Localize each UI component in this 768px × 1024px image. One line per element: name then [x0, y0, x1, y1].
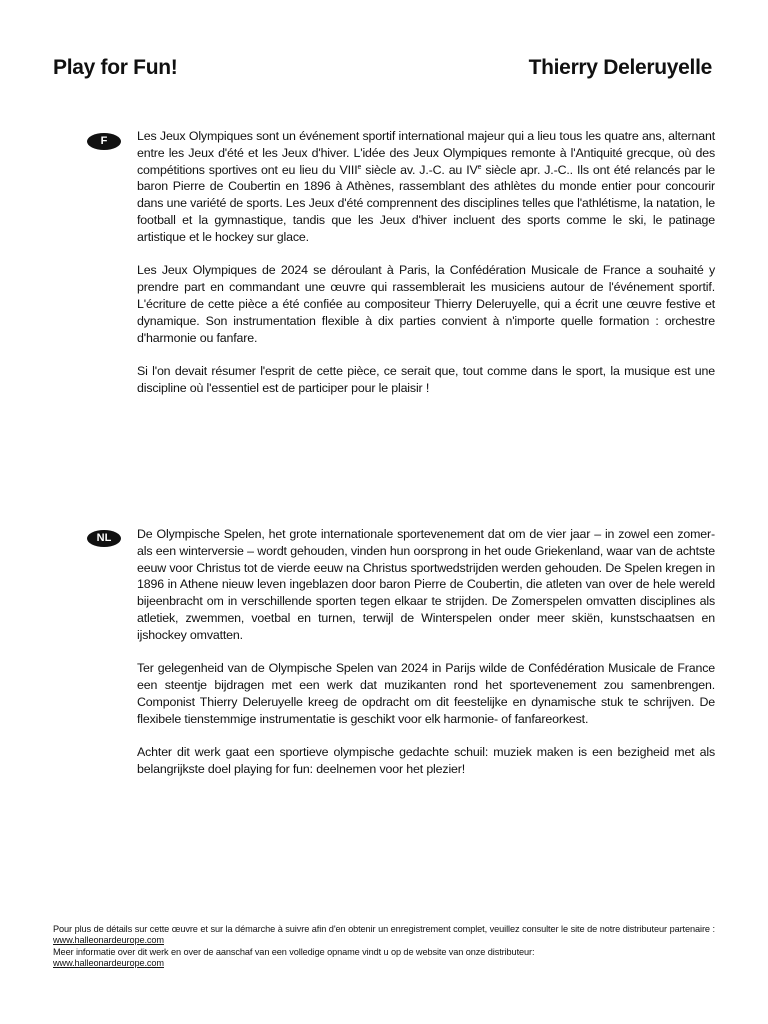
- footer-french-line: Pour plus de détails sur cette œuvre et sur la démarche à suivre afin d'en obtenir un enregistrement complet, veuillez consulter le site de notre distributeur partenaire : www.halleonardeurope.com: [53, 924, 715, 946]
- dutch-paragraph-1: De Olympische Spelen, het grote internationale sportevenement dat om de vier jaar – in zowel een zomer- als een winterversie – wordt gehouden, vinden hun oorsprong in het oude Griekenland, waar van de achtste eeuw voor Christus tot de vierde eeuw na Christus sportwedstrijden werden gehouden. De Spelen kregen in 1896 in Athene nieuw leven ingeblazen door baron Pierre de Coubertin, die atleten van over de hele wereld bijeenbracht om in verschillende sporten tegen elkaar te strijden. De Zomerspelen omvatten disciplines als atletiek, zwemmen, voetbal en turnen, terwijl de Winterspelen onder meer skiën, kunstschaatsen en ijshockey omvatten.: [137, 527, 715, 642]
- dutch-paragraph-2: Ter gelegenheid van de Olympische Spelen van 2024 in Parijs wilde de Confédération Musicale de France een steentje bijdragen met een werk dat muzikanten rond het sportevenement zou samenbrengen. Componist Thierry Deleruyelle kreeg de opdracht om dit feestelijke en dynamische stuk te schrijven. De flexibele tienstemmige instrumentatie is geschikt voor elk harmonie- of fanfareorkest.: [137, 661, 715, 726]
- french-paragraph-1: Les Jeux Olympiques sont un événement sportif international majeur qui a lieu tous les quatre ans, alternant entre les Jeux d'été et les Jeux d'hiver. L'idée des Jeux Olympiques remonte à l'Antiquité grecque, où des compétitions sportives ont eu lieu du VIIIe siècle av. J.-C. au IVe siècle apr. J.-C.. Ils ont été relancés par le baron Pierre de Coubertin en 1896 à Athènes, rassemblant des athlètes du monde entier pour concourir dans une variété de sports. Les Jeux d'été comprennent des disciplines telles que l'athlétisme, la natation, le football et la gymnastique, tandis que les Jeux d'hiver incluent des sports comme le ski, le patinage artistique et le hockey sur glace.: [137, 129, 715, 244]
- dutch-description: [137, 526, 715, 795]
- composer-name: Thierry Deleruyelle: [528, 56, 712, 79]
- language-badge-french: F: [87, 133, 121, 150]
- dutch-paragraph-3: Achter dit werk gaat een sportieve olympische gedachte schuil: muziek maken is een bezigheid met als belangrijkste doel playing for fun: deelnemen voor het plezier!: [137, 745, 715, 777]
- language-badge-dutch: NL: [87, 530, 121, 547]
- piece-title: Play for Fun!: [53, 56, 178, 79]
- french-description: [137, 128, 715, 414]
- distributor-link-french[interactable]: www.halleonardeurope.com: [53, 935, 164, 946]
- french-paragraph-2: Les Jeux Olympiques de 2024 se déroulant à Paris, la Confédération Musicale de France a souhaité y prendre part en commandant une œuvre qui rassemblerait les musiciens autour de l'événement sportif. L'écriture de cette pièce a été confiée au compositeur Thierry Deleruyelle, qui a écrit une œuvre festive et dynamique. Son instrumentation flexible à dix parties convient à n'importe quelle formation : orchestre d'harmonie ou fanfare.: [137, 263, 715, 345]
- footer-note: [53, 924, 715, 970]
- french-paragraph-3: Si l'on devait résumer l'esprit de cette pièce, ce serait que, tout comme dans le sport, la musique est une discipline où l'essentiel est de participer pour le plaisir !: [137, 364, 715, 395]
- distributor-link-dutch[interactable]: www.halleonardeurope.com: [53, 958, 164, 969]
- footer-dutch-line: Meer informatie over dit werk en over de aanschaf van een volledige opname vindt u op de website van onze distributeur:: [53, 946, 535, 957]
